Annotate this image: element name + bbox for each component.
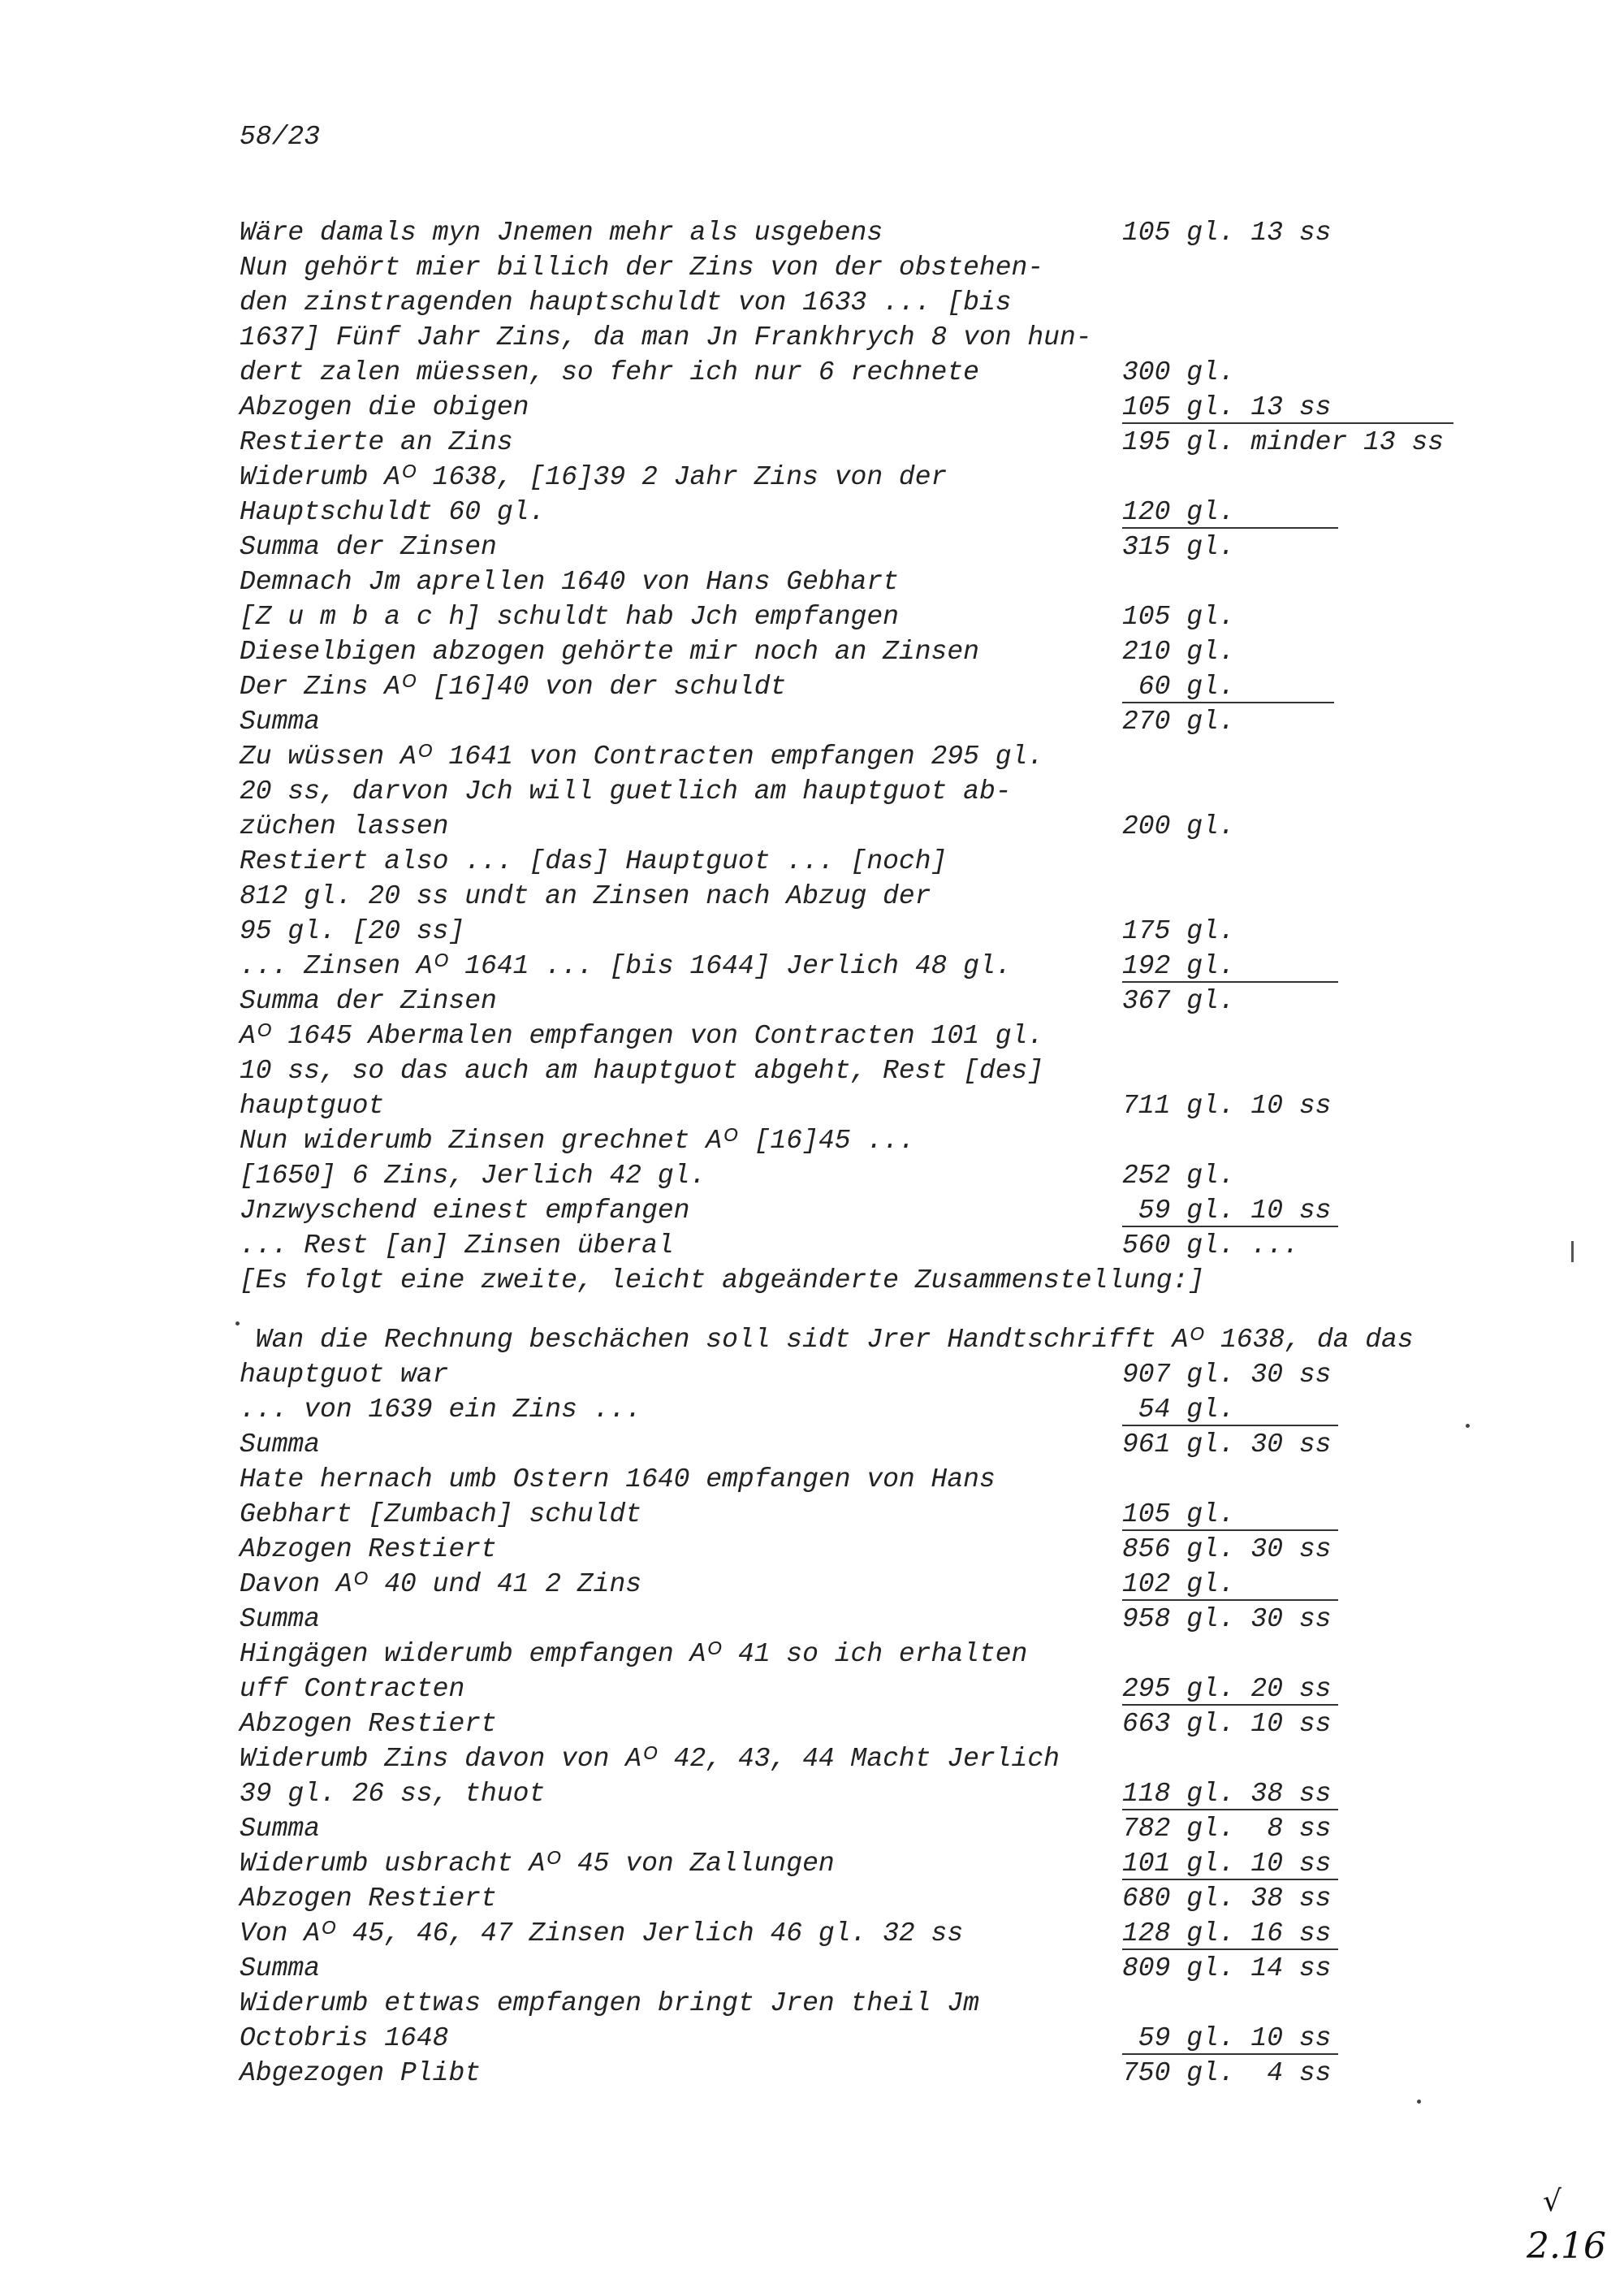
line-text: Hauptschuldt 60 gl. [240, 497, 546, 527]
ledger-line [0, 564, 1624, 599]
line-amount: 120 gl. [1122, 497, 1235, 527]
page-number: 58/23 [240, 122, 321, 152]
ledger-line [0, 495, 1624, 530]
line-text: Zu wüssen Aᴼ 1641 von Contracten empfangen 295 gl. [240, 742, 1044, 772]
sum-underline [1122, 527, 1338, 529]
margin-mark [1571, 1241, 1574, 1262]
ledger-line [0, 634, 1624, 669]
ledger-line [0, 1637, 1624, 1672]
line-text: Summa der Zinsen [240, 532, 497, 562]
ledger-line [0, 1123, 1624, 1158]
ledger-line [0, 1193, 1624, 1228]
line-text: Summa [240, 1953, 321, 1983]
line-amount: 105 gl. [1122, 1499, 1235, 1529]
ledger-line [0, 1567, 1624, 1602]
ledger-line [0, 1706, 1624, 1741]
line-text: Hingägen widerumb empfangen Aᴼ 41 so ich erhalten [240, 1639, 1028, 1669]
ledger-line [0, 320, 1624, 355]
line-amount: 270 gl. [1122, 707, 1235, 737]
line-amount: 295 gl. 20 ss [1122, 1674, 1332, 1704]
ledger-line [0, 1811, 1624, 1846]
line-amount: 750 gl. 4 ss [1122, 2058, 1332, 2088]
line-amount: 200 gl. [1122, 811, 1235, 841]
line-text: Gebhart [Zumbach] schuldt [240, 1499, 642, 1529]
ledger-line [0, 390, 1624, 425]
ledger-line [0, 1881, 1624, 1916]
line-amount: 210 gl. [1122, 637, 1235, 667]
line-amount: 300 gl. [1122, 357, 1235, 387]
line-text: Summa der Zinsen [240, 986, 497, 1016]
ledger-line [0, 2021, 1624, 2056]
ledger-line [0, 1951, 1624, 1986]
line-amount: 175 gl. [1122, 916, 1235, 946]
line-amount: 315 gl. [1122, 532, 1235, 562]
line-amount: 60 gl. [1122, 672, 1235, 702]
line-text: Summa [240, 1604, 321, 1634]
line-text: dert zalen müessen, so fehr ich nur 6 rechnete [240, 357, 979, 387]
line-amount: 101 gl. 10 ss [1122, 1849, 1332, 1879]
line-text: züchen lassen [240, 811, 449, 841]
line-text: Octobris 1648 [240, 2023, 449, 2053]
ledger-line [0, 704, 1624, 739]
line-text: hauptguot war [240, 1360, 449, 1390]
line-text: 812 gl. 20 ss undt an Zinsen nach Abzug der [240, 881, 931, 911]
line-text: Dieselbigen abzogen gehörte mir noch an Zinsen [240, 637, 979, 667]
ledger-line [0, 844, 1624, 879]
ledger-line [0, 1357, 1624, 1392]
line-text: [Z u m b a c h] schuldt hab Jch empfangen [240, 602, 899, 632]
ledger-line [0, 599, 1624, 634]
ledger-line [0, 1916, 1624, 1951]
ledger-line [0, 1088, 1624, 1123]
ledger-line [0, 1741, 1624, 1776]
speck [1417, 2100, 1421, 2104]
sum-underline [1122, 1704, 1338, 1706]
ledger-line [0, 355, 1624, 390]
line-text: Summa [240, 1429, 321, 1460]
ledger-line [0, 215, 1624, 250]
ledger-line [0, 809, 1624, 844]
ledger-line [0, 425, 1624, 460]
line-text: Davon Aᴼ 40 und 41 2 Zins [240, 1569, 642, 1599]
line-text: Wäre damals myn Jnemen mehr als usgebens [240, 218, 883, 248]
ledger-line [0, 774, 1624, 809]
line-text: Widerumb ettwas empfangen bringt Jren theil Jm [240, 1988, 979, 2018]
ledger-line [0, 1846, 1624, 1881]
line-text: Widerumb Zins davon von Aᴼ 42, 43, 44 Macht Jerlich [240, 1744, 1060, 1774]
line-text: Von Aᴼ 45, 46, 47 Zinsen Jerlich 46 gl. 32 ss [240, 1918, 964, 1948]
line-text: ... Rest [an] Zinsen überal [240, 1230, 674, 1261]
ledger-line [0, 1986, 1624, 2021]
line-text: Abzogen Restiert [240, 1884, 497, 1914]
line-amount: 367 gl. [1122, 986, 1235, 1016]
sum-underline [1122, 1599, 1338, 1601]
line-amount: 958 gl. 30 ss [1122, 1604, 1332, 1634]
sum-underline [1122, 1425, 1338, 1426]
line-text: Summa [240, 707, 321, 737]
ledger-line [0, 1497, 1624, 1532]
line-text: Restierte an Zins [240, 427, 513, 457]
ledger-line [0, 1776, 1624, 1811]
ledger-line [0, 669, 1624, 704]
line-text: Abzogen Restiert [240, 1534, 497, 1564]
line-amount: 560 gl. ... [1122, 1230, 1299, 1261]
line-text: Demnach Jm aprellen 1640 von Hans Gebhart [240, 567, 899, 597]
ledger-line [0, 1053, 1624, 1088]
ledger-line [0, 1322, 1624, 1357]
line-text: Widerumb Aᴼ 1638, [16]39 2 Jahr Zins von der [240, 462, 948, 492]
corner-handwritten-number: 2.16 [1527, 2225, 1606, 2267]
line-text: Abzogen die obigen [240, 392, 529, 422]
line-amount: 118 gl. 38 ss [1122, 1779, 1332, 1809]
ledger-line [0, 1602, 1624, 1637]
line-amount: 59 gl. 10 ss [1122, 1196, 1332, 1226]
ledger-line [0, 1462, 1624, 1497]
line-amount: 680 gl. 38 ss [1122, 1884, 1332, 1914]
sum-underline [1122, 981, 1338, 983]
line-amount: 105 gl. 13 ss [1122, 392, 1332, 422]
ledger-line [0, 1392, 1624, 1427]
line-text: 10 ss, so das auch am hauptguot abgeht, Rest [des] [240, 1056, 1044, 1086]
line-amount: 252 gl. [1122, 1161, 1235, 1191]
sum-underline [1122, 422, 1453, 424]
ledger-line [0, 285, 1624, 320]
ledger-line [0, 250, 1624, 285]
ledger-line [0, 914, 1624, 949]
line-amount: 105 gl. 13 ss [1122, 218, 1332, 248]
ledger-line [0, 1532, 1624, 1567]
line-text: ... Zinsen Aᴼ 1641 ... [bis 1644] Jerlich 48 gl. [240, 951, 1012, 981]
ledger-line [0, 984, 1624, 1019]
line-text: Nun gehört mier billich der Zins von der obstehen- [240, 253, 1044, 283]
line-text: Abgezogen Plibt [240, 2058, 482, 2088]
line-text: ... von 1639 ein Zins ... [240, 1395, 642, 1425]
line-text: Nun widerumb Zinsen grechnet Aᴼ [16]45 ... [240, 1126, 915, 1156]
ledger-line [0, 739, 1624, 774]
line-text: Hate hernach umb Ostern 1640 empfangen von Hans [240, 1464, 996, 1494]
line-amount: 961 gl. 30 ss [1122, 1429, 1332, 1460]
sum-underline [1122, 2053, 1338, 2055]
line-text: 1637] Fünf Jahr Zins, da man Jn Frankhrych 8 von hun- [240, 322, 1092, 352]
line-amount: 192 gl. [1122, 951, 1235, 981]
line-text: Widerumb usbracht Aᴼ 45 von Zallungen [240, 1849, 835, 1879]
line-amount: 59 gl. 10 ss [1122, 2023, 1332, 2053]
ledger-line [0, 1228, 1624, 1263]
line-amount: 907 gl. 30 ss [1122, 1360, 1332, 1390]
line-text: 95 gl. [20 ss] [240, 916, 465, 946]
line-text: 39 gl. 26 ss, thuot [240, 1779, 546, 1809]
line-text: uff Contracten [240, 1674, 465, 1704]
line-amount: 105 gl. [1122, 602, 1235, 632]
ledger-line [0, 1019, 1624, 1053]
line-amount: 782 gl. 8 ss [1122, 1814, 1332, 1844]
ledger-line [0, 1263, 1624, 1298]
line-text: hauptguot [240, 1091, 385, 1121]
line-amount: 102 gl. [1122, 1569, 1235, 1599]
sum-underline [1122, 1809, 1338, 1810]
line-text: [1650] 6 Zins, Jerlich 42 gl. [240, 1161, 706, 1191]
line-text: Abzogen Restiert [240, 1709, 497, 1739]
line-text: den zinstragenden hauptschuldt von 1633 ... [bis [240, 288, 1012, 318]
line-amount: 663 gl. 10 ss [1122, 1709, 1332, 1739]
line-amount: 195 gl. minder 13 ss [1122, 427, 1445, 457]
speck [235, 1321, 240, 1326]
line-text: 20 ss, darvon Jch will guetlich am hauptguot ab- [240, 776, 1012, 807]
sum-underline [1122, 1879, 1338, 1880]
corner-tick: √ [1543, 2185, 1561, 2218]
line-amount: 711 gl. 10 ss [1122, 1091, 1332, 1121]
ledger-line [0, 530, 1624, 564]
sum-underline [1122, 1948, 1338, 1950]
ledger-line [0, 2056, 1624, 2091]
line-text: Jnzwyschend einest empfangen [240, 1196, 690, 1226]
ledger-line [0, 1427, 1624, 1462]
sum-underline [1122, 1226, 1338, 1227]
ledger-line [0, 460, 1624, 495]
line-text: Aᴼ 1645 Abermalen empfangen von Contracten 101 gl. [240, 1021, 1044, 1051]
line-text: [Es folgt eine zweite, leicht abgeänderte Zusammenstellung:] [240, 1265, 1205, 1295]
ledger-line [0, 949, 1624, 984]
line-text: Der Zins Aᴼ [16]40 von der schuldt [240, 672, 787, 702]
line-amount: 856 gl. 30 ss [1122, 1534, 1332, 1564]
line-amount: 809 gl. 14 ss [1122, 1953, 1332, 1983]
speck [1466, 1424, 1470, 1428]
ledger-line [0, 879, 1624, 914]
ledger-line [0, 1158, 1624, 1193]
line-text: Restiert also ... [das] Hauptguot ... [noch] [240, 846, 948, 876]
line-amount: 128 gl. 16 ss [1122, 1918, 1332, 1948]
line-text: Summa [240, 1814, 321, 1844]
line-text: Wan die Rechnung beschächen soll sidt Jrer Handtschrifft Aᴼ 1638, da das [240, 1325, 1414, 1355]
ledger-line [0, 1672, 1624, 1706]
sum-underline [1122, 1529, 1338, 1531]
sum-underline [1122, 702, 1334, 703]
line-amount: 54 gl. [1122, 1395, 1235, 1425]
